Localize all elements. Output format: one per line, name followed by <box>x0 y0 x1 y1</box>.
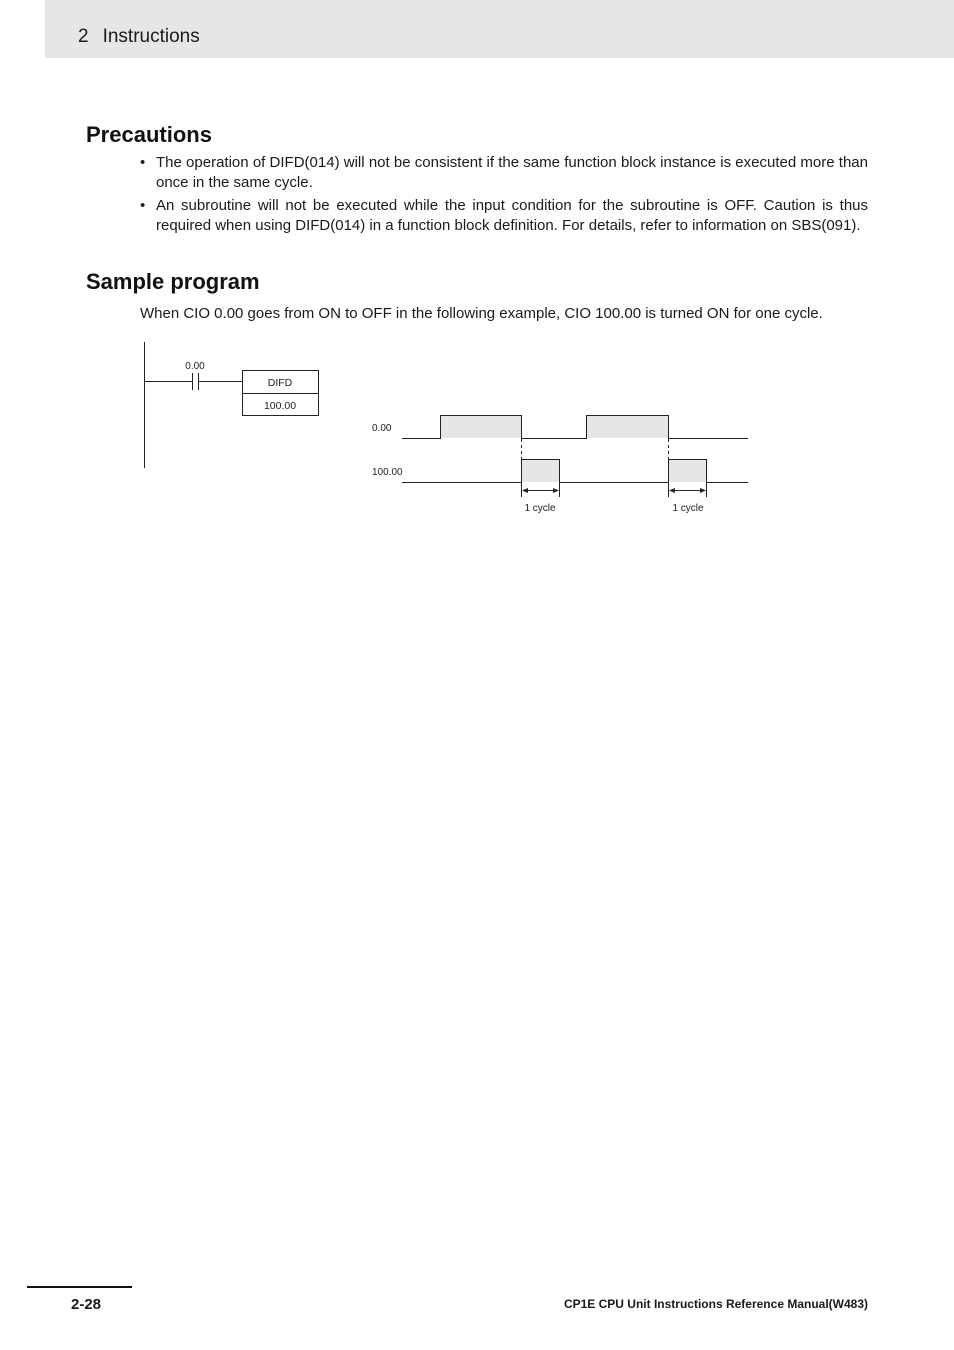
cycle-dimension-1 <box>522 483 560 497</box>
signal1-pulse-2 <box>587 415 668 438</box>
footer-rule <box>27 1286 132 1288</box>
cycle-label-1: 1 cycle <box>524 503 556 514</box>
cycle-dimension-2 <box>669 483 707 497</box>
section-number: 2 <box>78 26 89 47</box>
list-item: • An subroutine will not be executed while the input condition for the subroutine is OFF. Caution is thus required when using DIFD(014) in a function block definition. For details, refer to information on SBS(091). <box>140 197 868 234</box>
cycle-label-2: 1 cycle <box>672 503 704 514</box>
bullet-icon: • <box>140 197 146 214</box>
signal1-pulse-1 <box>441 415 521 438</box>
sample-program-text: When CIO 0.00 goes from ON to OFF in the following example, CIO 100.00 is turned ON for one cycle. <box>140 305 823 322</box>
page-number: 2-28 <box>71 1296 102 1313</box>
section-title: Instructions <box>102 26 200 47</box>
signal1-label: 0.00 <box>372 423 392 434</box>
manual-title: CP1E CPU Unit Instructions Reference Manual(W483) <box>563 1297 868 1311</box>
list-item: • The operation of DIFD(014) will not be consistent if the same function block instance is executed more than once in the same cycle. <box>140 154 868 191</box>
signal2-pulse-1 <box>522 459 559 482</box>
instruction-label: DIFD <box>267 377 293 389</box>
signal2-label: 100.00 <box>372 467 403 478</box>
bullet-icon: • <box>140 154 146 171</box>
signal2-pulse-2 <box>669 459 706 482</box>
precautions-heading: Precautions <box>86 122 212 147</box>
contact-label: 0.00 <box>185 361 205 372</box>
timing-chart <box>372 415 748 514</box>
operand-label: 100.00 <box>263 400 297 412</box>
sample-program-heading: Sample program <box>86 269 260 294</box>
